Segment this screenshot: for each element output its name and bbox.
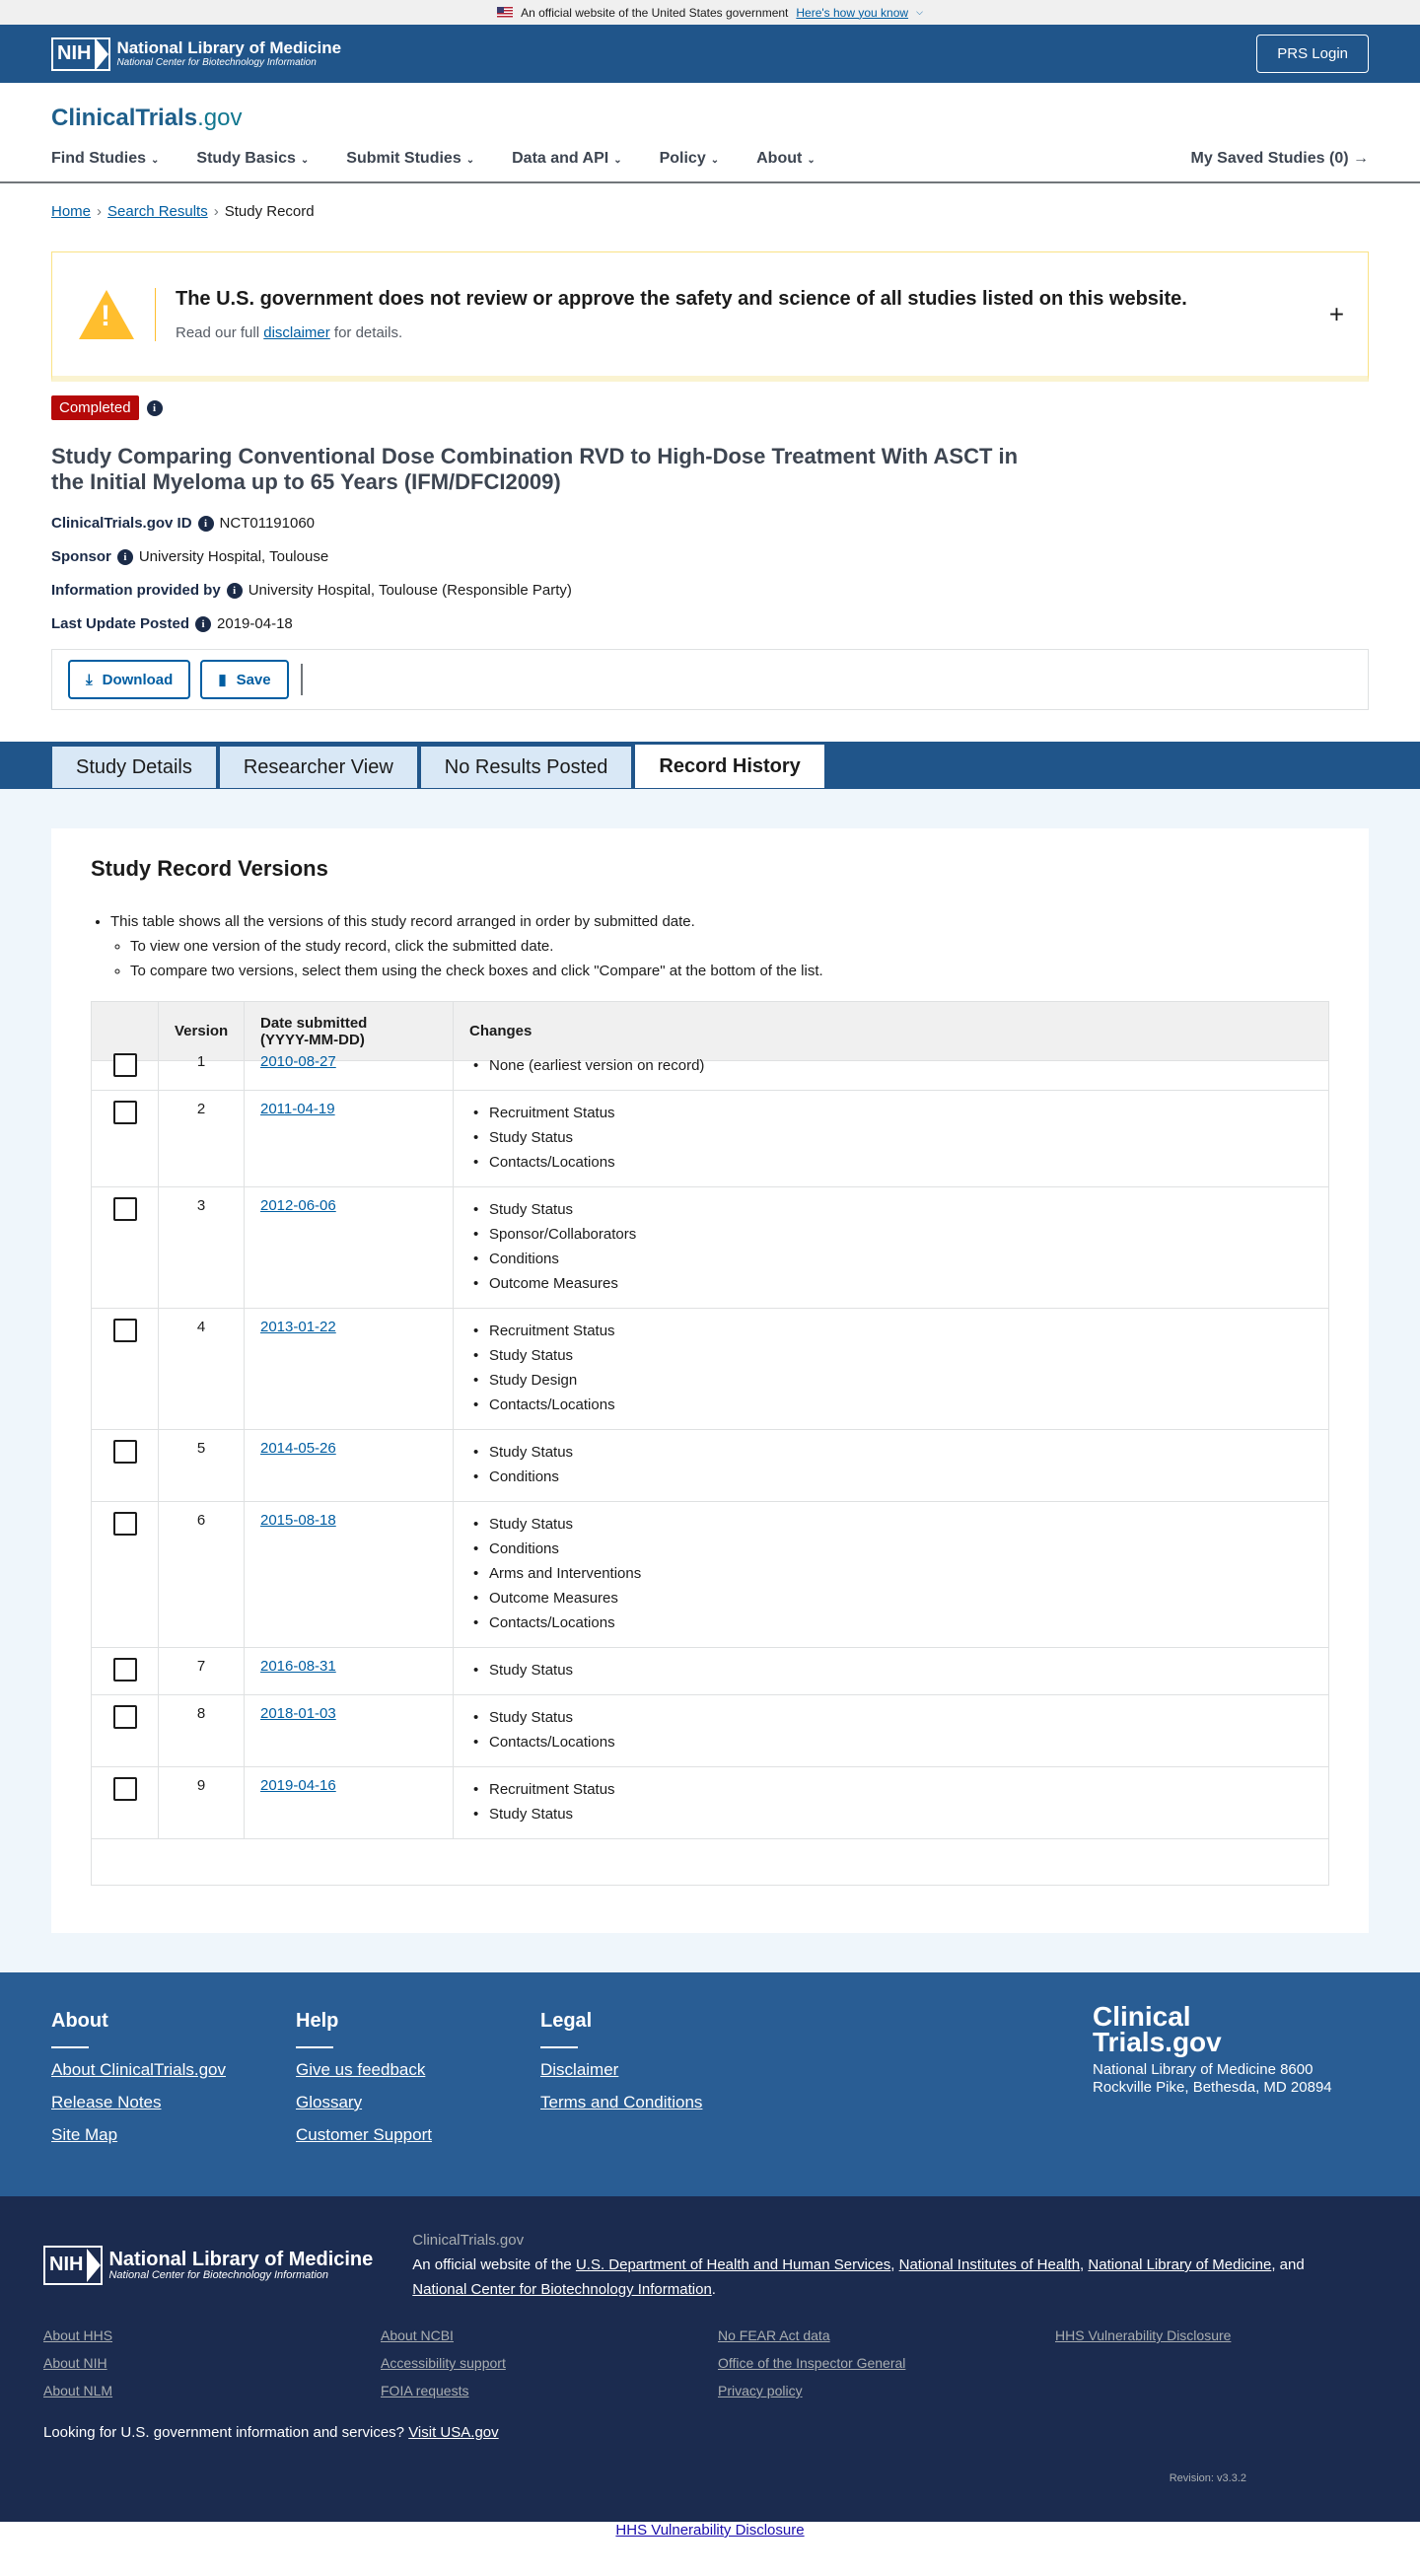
footer-bottom-link[interactable]: About NIH	[43, 2355, 107, 2371]
footer-bottom-link[interactable]: Privacy policy	[718, 2383, 803, 2398]
footer-bottom-link[interactable]: About HHS	[43, 2327, 113, 2343]
version-date-link[interactable]: 2014-05-26	[260, 1440, 336, 1457]
header-date: Date submitted (YYYY-MM-DD)	[245, 1002, 454, 1060]
tab-no-results-posted[interactable]: No Results Posted	[420, 746, 633, 789]
status-badge: Completed	[51, 395, 139, 420]
save-button[interactable]: ▮ Save	[200, 660, 288, 699]
version-date-link[interactable]: 2015-08-18	[260, 1512, 336, 1529]
version-date-link[interactable]: 2019-04-16	[260, 1777, 336, 1794]
table-body	[92, 1043, 1328, 1839]
nih-bar	[0, 25, 1420, 83]
footer-link[interactable]: Release Notes	[51, 2093, 162, 2111]
changes-list	[469, 1440, 1313, 1489]
chevron-right-icon: ›	[97, 203, 103, 220]
table-row	[92, 1767, 1328, 1839]
version-date-link[interactable]: 2011-04-19	[260, 1101, 335, 1117]
action-bar	[51, 649, 1369, 710]
change-item: • Recruitment Status	[469, 1777, 1313, 1802]
header-changes: Changes	[469, 1023, 532, 1039]
chevron-down-icon: ⌵	[916, 7, 923, 17]
change-item: • Conditions	[469, 1537, 1313, 1561]
footer-help-title: Help	[296, 2010, 339, 2032]
nih-abbr: NIH	[49, 2254, 84, 2275]
footer-bottom-link[interactable]: About NCBI	[381, 2327, 454, 2343]
revision-text: Revision: v3.3.2	[1169, 2472, 1246, 2484]
change-item: • Recruitment Status	[469, 1101, 1313, 1125]
sponsor-label: Sponsor	[51, 548, 111, 565]
version-date-link[interactable]: 2013-01-22	[260, 1319, 336, 1335]
nlm-name: National Library of Medicine	[108, 2249, 374, 2270]
nav-submit-studies[interactable]: Submit Studies ⌄	[346, 150, 475, 167]
us-flag-icon	[497, 7, 513, 18]
change-item: • Study Design	[469, 1368, 1313, 1393]
info-icon[interactable]: i	[147, 400, 163, 416]
footer-about	[51, 2010, 296, 2196]
hhs-link[interactable]: U.S. Department of Health and Human Services	[575, 2256, 891, 2273]
nih-arrow-icon	[95, 37, 108, 71]
footer-link[interactable]: Give us feedback	[296, 2060, 426, 2079]
tab-researcher-view[interactable]: Researcher View	[219, 746, 418, 789]
updated-label: Last Update Posted	[51, 615, 190, 632]
changes-list	[469, 1319, 1313, 1417]
alert-text: Read our full disclaimer for details.	[176, 323, 403, 341]
logo-main: ClinicalTrials	[51, 105, 198, 131]
table-row	[92, 1695, 1328, 1767]
change-item: • Recruitment Status	[469, 1319, 1313, 1343]
footer-bottom-links	[43, 2326, 1377, 2400]
disclaimer-alert	[51, 251, 1369, 382]
version-number: 9	[159, 1767, 245, 1838]
changes-list	[469, 1197, 1313, 1296]
footer-nlm-logo[interactable]	[43, 2228, 373, 2302]
tab-bar	[0, 742, 1420, 789]
footer-bottom-link[interactable]: FOIA requests	[381, 2383, 469, 2398]
info-icon[interactable]: i	[117, 549, 133, 565]
change-item: • Contacts/Locations	[469, 1730, 1313, 1754]
nlm-name: National Library of Medicine	[116, 38, 342, 57]
expand-plus-icon[interactable]: +	[1328, 299, 1344, 328]
tab-study-details[interactable]: Study Details	[51, 746, 217, 789]
change-item: • Conditions	[469, 1247, 1313, 1271]
nav-study-basics[interactable]: Study Basics ⌄	[196, 150, 310, 167]
change-item: • Study Status	[469, 1705, 1313, 1730]
note: ◦ To compare two versions, select them using the check boxes and click "Compare" at the bottom of the list.	[130, 959, 1329, 983]
table-row	[92, 1648, 1328, 1695]
nih-link[interactable]: National Institutes of Health	[898, 2256, 1081, 2273]
warning-icon	[79, 290, 134, 339]
footer-bottom-link[interactable]: HHS Vulnerability Disclosure	[1055, 2327, 1232, 2343]
version-number: 1	[159, 1043, 245, 1090]
arrow-right-icon: →	[1353, 150, 1369, 167]
changes-list	[469, 1512, 1313, 1635]
info-icon[interactable]: i	[198, 516, 214, 532]
change-item: • Study Status	[469, 1658, 1313, 1682]
footer-brand	[1093, 2001, 1349, 2097]
version-checkbox[interactable]	[113, 1512, 137, 1536]
footer-address: National Library of Medicine 8600 Rockville Pike, Bethesda, MD 20894	[1093, 2061, 1332, 2096]
change-item: • Sponsor/Collaborators	[469, 1222, 1313, 1247]
gov-banner	[0, 0, 1420, 25]
sponsor-value: University Hospital, Toulouse	[138, 548, 329, 565]
version-number: 8	[159, 1695, 245, 1766]
nlm-logo[interactable]	[51, 37, 341, 71]
version-checkbox[interactable]	[113, 1777, 137, 1801]
logo-suffix: .gov	[197, 105, 243, 131]
chevron-down-icon: ⌄	[465, 155, 475, 166]
id-label: ClinicalTrials.gov ID	[51, 515, 192, 532]
footer-link[interactable]: About ClinicalTrials.gov	[51, 2060, 226, 2079]
table-row	[92, 1430, 1328, 1502]
my-saved-studies-link[interactable]: My Saved Studies (0) →	[1190, 150, 1369, 167]
changes-list	[469, 1101, 1313, 1175]
version-number: 4	[159, 1309, 245, 1429]
changes-list	[469, 1705, 1313, 1754]
bookmark-icon: ▮	[218, 672, 227, 688]
provided-label: Information provided by	[51, 582, 221, 599]
gov-banner-text: An official website of the United States government	[521, 5, 789, 20]
nav-policy[interactable]: Policy ⌄	[659, 150, 720, 167]
version-date-link[interactable]: 2010-08-27	[260, 1053, 336, 1070]
note: • This table shows all the versions of this study record arranged in order by submitted date.	[110, 909, 1329, 934]
footer-official-info: ClinicalTrials.gov An official website of the U.S. Department of Health and Human Services, National Institutes of Health, National Library of Medicine, and National Center for Biotechnology Information.	[412, 2228, 1329, 2302]
nav-find-studies[interactable]: Find Studies ⌄	[51, 150, 160, 167]
change-item: • Study Status	[469, 1440, 1313, 1465]
change-item: • Outcome Measures	[469, 1586, 1313, 1610]
footer-link[interactable]: Site Map	[51, 2125, 118, 2144]
download-button[interactable]: ⤓ Download	[68, 660, 190, 699]
footer-site-name: ClinicalTrials.gov	[412, 2232, 525, 2249]
version-checkbox[interactable]	[113, 1319, 137, 1342]
header-version: Version	[159, 1002, 245, 1060]
change-item: • None (earliest version on record)	[469, 1053, 1313, 1078]
id-value: NCT01191060	[219, 515, 315, 532]
versions-heading: Study Record Versions	[91, 856, 328, 881]
version-number: 7	[159, 1648, 245, 1694]
breadcrumb	[0, 183, 1420, 240]
change-item: • Study Status	[469, 1343, 1313, 1368]
footer-brand-line: Trials.gov	[1093, 2027, 1222, 2057]
change-item: • Outcome Measures	[469, 1271, 1313, 1296]
change-item: • Study Status	[469, 1512, 1313, 1537]
footer-bottom-link	[1055, 2381, 1392, 2400]
footer-link[interactable]: Glossary	[296, 2093, 363, 2111]
updated-value: 2019-04-18	[217, 615, 293, 632]
version-checkbox[interactable]	[113, 1101, 137, 1124]
study-title: Study Comparing Conventional Dose Combination RVD to High-Dose Treatment With ASCT in the Initial Myeloma up to 65 Years (IFM/DFCI2009)	[51, 444, 1019, 494]
disclaimer-link[interactable]: disclaimer	[263, 323, 330, 341]
change-item: • Study Status	[469, 1802, 1313, 1826]
change-item: • Contacts/Locations	[469, 1393, 1313, 1417]
table-row	[92, 1043, 1328, 1091]
versions-panel	[51, 828, 1369, 1933]
chevron-right-icon: ›	[213, 203, 219, 220]
nav-data-api[interactable]: Data and API ⌄	[512, 150, 622, 167]
prs-login-button[interactable]: PRS Login	[1256, 35, 1369, 73]
nlm-link[interactable]: National Library of Medicine	[1088, 2256, 1272, 2273]
version-checkbox[interactable]	[113, 1705, 137, 1729]
usa-gov-link[interactable]: Visit USA.gov	[408, 2424, 499, 2441]
clinicaltrials-logo[interactable]	[51, 105, 1369, 132]
hhs-vulnerability-link[interactable]: HHS Vulnerability Disclosure	[615, 2522, 805, 2539]
nih-abbr: NIH	[57, 42, 92, 64]
footer-bottom-link[interactable]: Office of the Inspector General	[718, 2355, 906, 2371]
breadcrumb-current: Study Record	[224, 203, 315, 220]
footer-top	[0, 1972, 1420, 2196]
footer-bottom-link[interactable]: About NLM	[43, 2383, 113, 2398]
footer-about-title: About	[51, 2010, 108, 2032]
footer-brand-line: Clinical	[1093, 2001, 1191, 2032]
site-header	[0, 83, 1420, 183]
version-checkbox[interactable]	[113, 1658, 137, 1682]
divider	[301, 664, 303, 695]
table-row	[92, 1091, 1328, 1187]
footer-bottom-link	[1055, 2353, 1392, 2373]
footer-link[interactable]: Customer Support	[296, 2125, 432, 2144]
version-date-link[interactable]: 2016-08-31	[260, 1658, 336, 1675]
versions-table	[91, 1001, 1329, 1886]
footer-legal	[540, 2010, 785, 2196]
chevron-down-icon: ⌄	[807, 155, 816, 166]
footer-link[interactable]: Disclaimer	[540, 2060, 619, 2079]
chevron-down-icon: ⌄	[300, 155, 310, 166]
change-item: • Contacts/Locations	[469, 1610, 1313, 1635]
footer-legal-title: Legal	[540, 2010, 593, 2032]
change-item: • Study Status	[469, 1197, 1313, 1222]
version-date-link[interactable]: 2018-01-03	[260, 1705, 336, 1722]
footer-bottom	[0, 2196, 1420, 2522]
changes-list	[469, 1053, 1313, 1078]
breadcrumb-home[interactable]: Home	[51, 203, 92, 220]
version-number: 5	[159, 1430, 245, 1501]
note: ◦ To view one version of the study record, click the submitted date.	[130, 934, 1329, 959]
version-checkbox[interactable]	[113, 1053, 137, 1077]
change-item: • Contacts/Locations	[469, 1150, 1313, 1175]
change-item: • Arms and Interventions	[469, 1561, 1313, 1586]
table-row	[92, 1309, 1328, 1430]
provided-value: University Hospital, Toulouse (Responsible Party)	[248, 582, 572, 599]
change-item: • Conditions	[469, 1465, 1313, 1489]
info-icon[interactable]: i	[195, 616, 211, 632]
footer-bottom-link[interactable]: Accessibility support	[381, 2355, 506, 2371]
nih-arrow-icon	[87, 2249, 101, 2282]
alert-title: The U.S. government does not review or approve the safety and science of all studies listed on this website.	[176, 287, 1187, 310]
changes-list	[469, 1777, 1313, 1826]
chevron-down-icon: ⌄	[710, 155, 720, 166]
gov-banner-link[interactable]: Here's how you know	[796, 5, 909, 20]
version-date-link[interactable]: 2012-06-06	[260, 1197, 336, 1214]
version-number: 6	[159, 1502, 245, 1647]
chevron-down-icon: ⌄	[151, 155, 160, 166]
bottom-bar	[0, 2522, 1420, 2541]
version-number: 3	[159, 1187, 245, 1308]
table-row	[92, 1502, 1328, 1648]
version-checkbox[interactable]	[113, 1197, 137, 1221]
ncbi-name: National Center for Biotechnology Information	[116, 57, 317, 68]
table-row	[92, 1187, 1328, 1309]
footer-bottom-link[interactable]: No FEAR Act data	[718, 2327, 830, 2343]
study-meta	[0, 495, 1420, 632]
download-icon: ⤓	[86, 671, 93, 688]
main-nav	[51, 150, 1369, 168]
ncbi-name: National Center for Biotechnology Information	[108, 2269, 329, 2281]
version-number: 2	[159, 1091, 245, 1186]
footer-link[interactable]: Terms and Conditions	[540, 2093, 703, 2111]
change-item: • Study Status	[469, 1125, 1313, 1150]
changes-list	[469, 1658, 1313, 1682]
footer-help	[296, 2010, 540, 2196]
info-icon[interactable]: i	[227, 583, 243, 599]
chevron-down-icon: ⌄	[613, 155, 622, 166]
version-checkbox[interactable]	[113, 1440, 137, 1464]
breadcrumb-search-results[interactable]: Search Results	[107, 203, 208, 220]
nav-about[interactable]: About ⌄	[756, 150, 816, 167]
ncbi-link[interactable]: National Center for Biotechnology Information	[412, 2281, 712, 2298]
tab-record-history[interactable]: Record History	[634, 744, 824, 789]
usa-gov-line: Looking for U.S. government information and services? Visit USA.gov	[43, 2424, 499, 2441]
versions-notes	[91, 909, 1329, 983]
